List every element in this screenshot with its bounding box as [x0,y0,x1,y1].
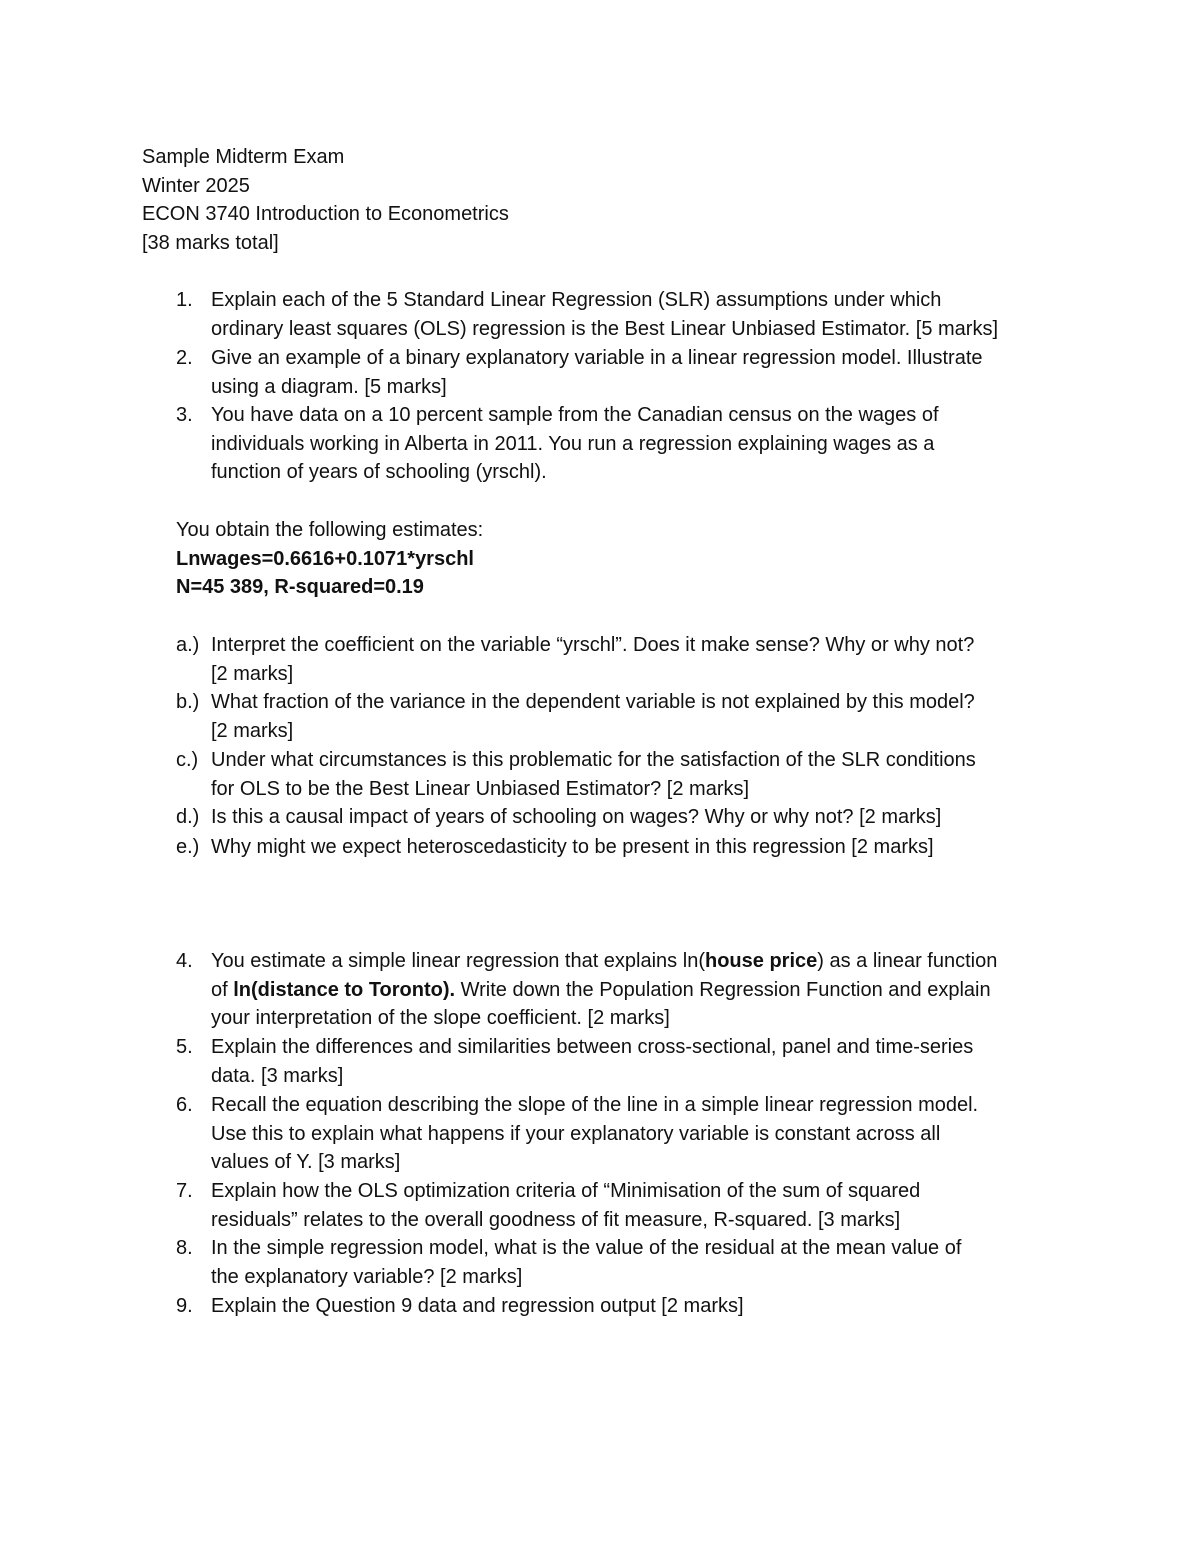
exam-header [142,143,509,258]
estimates-block [176,516,483,602]
subquestion-a [176,631,1076,688]
question-text-line: your interpretation of the slope coefficient. [2 marks] [211,1007,670,1030]
regression-equation: Lnwages=0.6616+0.1071*yrschl [176,547,474,570]
question-text-line: function of years of schooling (yrschl). [211,461,547,484]
subquestion-label: e.) [176,836,200,858]
subquestion-text-line: Under what circumstances is this problematic for the satisfaction of the SLR conditions [211,749,976,771]
question-5 [176,1033,1076,1090]
question-text-line: Explain each of the 5 Standard Linear Regression (SLR) assumptions under which [211,289,942,311]
subquestion-label: d.) [176,806,200,828]
subquestion-label: a.) [176,634,200,656]
question-number: 7. [176,1180,193,1202]
subquestion-b [176,688,1076,745]
question-text-line: Recall the equation describing the slope of the line in a simple linear regression model. [211,1094,979,1116]
exam-title: Sample Midterm Exam [142,146,345,168]
question-text-line: individuals working in Alberta in 2011. You run a regression explaining wages as a [211,432,935,455]
question-number: 5. [176,1036,193,1058]
q4-line1-post: as a linear function [823,950,998,972]
regression-stats: N=45 389, R-squared=0.19 [176,576,424,599]
exam-term: Winter 2025 [142,174,250,197]
q4-house-price: house price [704,950,818,972]
question-text-line [211,947,1076,976]
q4-ln-prefix: ln( [682,950,705,972]
question-text-line: Explain the differences and similarities between cross-sectional, panel and time-series [211,1036,974,1058]
question-text-line: ordinary least squares (OLS) regression is the Best Linear Unbiased Estimator. [5 marks] [211,317,999,340]
question-text-line: using a diagram. [5 marks] [211,375,447,398]
subquestion-d [176,803,1076,832]
question-text-line: residuals” relates to the overall goodness of fit measure, R-squared. [3 marks] [211,1208,901,1231]
question-6 [176,1091,1076,1177]
question-9 [176,1292,1076,1321]
question-7 [176,1177,1076,1234]
q4-line1-pre: You estimate a simple linear regression that explains [211,950,683,972]
question-3 [176,401,1076,487]
subquestion-text-line: Interpret the coefficient on the variable “yrschl”. Does it make sense? Why or why not? [211,634,975,656]
subquestion-text-line: [2 marks] [211,662,294,685]
q4-distance-to-toronto: ln(distance to Toronto). [233,978,456,1001]
question-text-line: Explain the Question 9 data and regression output [2 marks] [211,1295,744,1317]
question-2 [176,344,1076,401]
subquestion-text-line: Is this a causal impact of years of schooling on wages? Why or why not? [2 marks] [211,806,942,828]
question-text-line: Give an example of a binary explanatory variable in a linear regression model. Illustrate [211,347,983,369]
course-name: ECON 3740 Introduction to Econometrics [142,203,509,226]
subquestion-c [176,746,1076,803]
subquestion-label: c.) [176,749,199,771]
question-1 [176,286,1076,343]
question-text-line: You have data on a 10 percent sample from the Canadian census on the wages of [211,404,939,426]
estimates-intro: You obtain the following estimates: [176,519,484,541]
q4-ln-suffix: ) [817,950,824,972]
total-marks: [38 marks total] [142,232,279,255]
question-number: 1. [176,289,193,311]
subquestion-text-line: [2 marks] [211,719,294,742]
subquestion-label: b.) [176,691,200,713]
question-number: 6. [176,1094,193,1116]
question-number: 8. [176,1237,193,1259]
subquestion-e [176,833,1076,862]
q4-line2-post: Write down the Population Regression Function and explain [455,978,991,1001]
question-text-line [211,976,1076,1005]
question-text-line: Explain how the OLS optimization criteria of “Minimisation of the sum of squared [211,1180,921,1202]
question-text-line: In the simple regression model, what is the value of the residual at the mean value of [211,1237,962,1259]
subquestion-text-line: What fraction of the variance in the dependent variable is not explained by this model? [211,691,975,713]
subquestion-text-line: Why might we expect heteroscedasticity to be present in this regression [2 marks] [211,836,934,858]
question-number: 3. [176,404,193,426]
question-text-line: Use this to explain what happens if your explanatory variable is constant across all [211,1122,941,1145]
question-number: 9. [176,1295,193,1317]
question-number: 4. [176,950,193,972]
question-number: 2. [176,347,193,369]
question-8 [176,1234,1076,1291]
q4-line2-pre: of [211,978,234,1001]
question-text-line: data. [3 marks] [211,1064,344,1087]
question-text-line: values of Y. [3 marks] [211,1151,401,1174]
subquestion-text-line: for OLS to be the Best Linear Unbiased Estimator? [2 marks] [211,777,750,800]
question-4 [176,947,1076,1033]
question-text-line: the explanatory variable? [2 marks] [211,1265,523,1288]
